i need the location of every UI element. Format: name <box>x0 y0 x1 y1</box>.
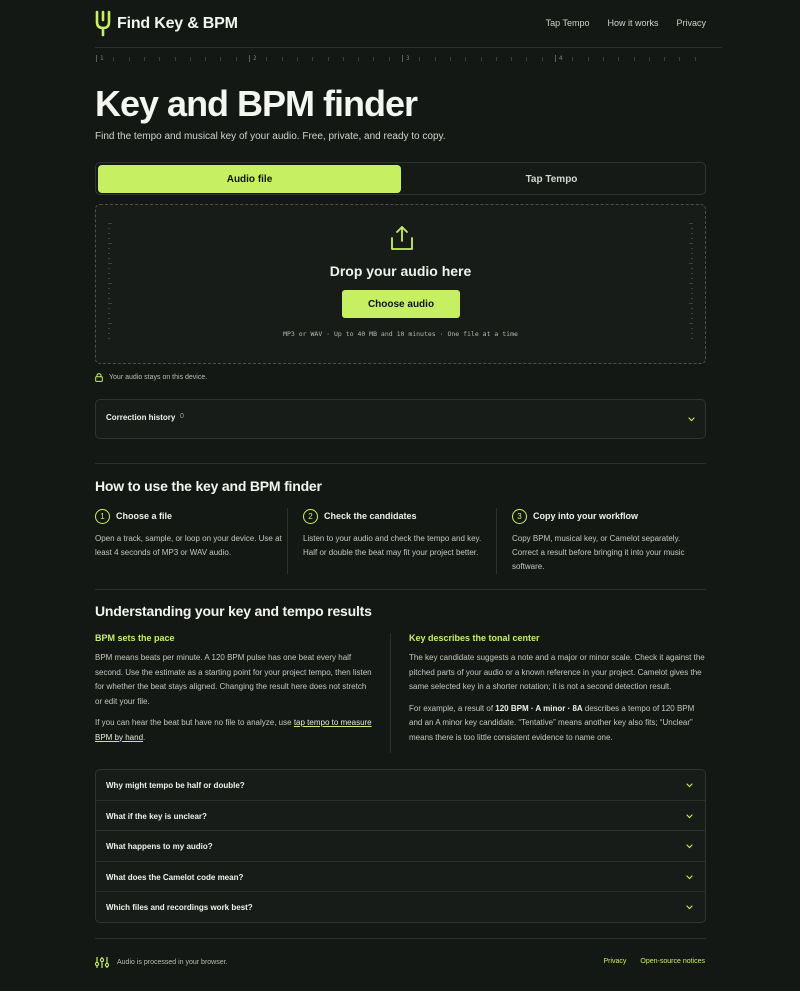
ruler-tick <box>481 57 482 61</box>
ruler-tick <box>373 57 374 61</box>
logo-icon <box>95 10 111 38</box>
site-header <box>95 0 722 48</box>
dropzone-title: Drop your audio here <box>329 263 472 279</box>
nav-how-it-works[interactable]: How it works <box>607 18 659 28</box>
ruler-tick <box>496 57 497 61</box>
ruler-major-tick <box>96 55 97 62</box>
ruler-tick <box>129 57 130 61</box>
step-3 <box>512 508 706 574</box>
ruler-tick <box>435 57 436 61</box>
ruler-tick <box>679 57 680 61</box>
beat-ruler <box>95 54 706 64</box>
side-tick <box>691 238 693 239</box>
ruler-major-tick <box>402 55 403 62</box>
side-tick <box>108 248 110 249</box>
key-explainer <box>409 633 706 752</box>
step-2-number: 2 <box>303 509 318 524</box>
chevron-down-icon <box>686 783 693 788</box>
dropzone-left-ticks <box>108 223 112 343</box>
correction-history-count: 0 <box>180 413 184 420</box>
mode-tabs <box>95 162 706 195</box>
side-tick <box>108 238 110 239</box>
tab-tap-tempo[interactable]: Tap Tempo <box>525 173 578 185</box>
chevron-down-icon <box>686 814 693 819</box>
how-to-heading: How to use the key and BPM finder <box>95 478 322 494</box>
ruler-tick <box>618 57 619 61</box>
bpm-tap-tempo-text: If you can hear the beat but have no file to analyze, use tap tempo to measure BPM by hand. <box>95 718 372 742</box>
faq-question: What does the Camelot code mean? <box>106 872 244 882</box>
faq-question: Which files and recordings work best? <box>106 903 253 913</box>
ruler-tick <box>236 57 237 61</box>
key-explainer-text: The key candidate suggests a note and a major or minor scale. Check it against the pitched parts of your audio or a known reference in your project. Camelot gives the same selected key in a shorter notation; it is not a second detection result. <box>409 653 705 691</box>
correction-history-label: Correction history <box>106 413 176 422</box>
section-divider <box>95 463 706 464</box>
key-example-text: For example, a result of 120 BPM · A minor · 8A describes a tempo of 120 BPM and an A minor key candidate. “Tentative” means another key also fits; “Unclear” means there is too little consistent evidence to name one. <box>409 703 695 742</box>
brand-name: Find Key & BPM <box>117 15 238 32</box>
side-tick <box>108 338 110 339</box>
ruler-tick <box>542 57 543 61</box>
ruler-tick <box>312 57 313 61</box>
ruler-tick <box>465 57 466 61</box>
faq-question: What happens to my audio? <box>106 842 213 852</box>
footer-links <box>603 958 705 965</box>
top-nav <box>546 18 706 28</box>
step-1-title: Choose a file <box>116 511 173 521</box>
ruler-mark-2: 2 <box>253 55 257 62</box>
chevron-down-icon <box>686 905 693 910</box>
side-tick <box>691 338 693 339</box>
choose-audio-button[interactable]: Choose audio <box>342 290 460 318</box>
faq-item[interactable] <box>96 831 705 862</box>
side-tick <box>691 288 693 289</box>
faq-item[interactable] <box>96 892 705 923</box>
side-tick <box>691 318 693 319</box>
step-1-body: Open a track, sample, or loop on your device. Use at least 4 seconds of MP3 or WAV audio. <box>95 534 282 557</box>
ruler-tick <box>526 57 527 61</box>
brand-logo-link[interactable] <box>95 10 238 38</box>
side-tick <box>108 258 110 259</box>
side-tick <box>108 283 112 284</box>
ruler-tick <box>634 57 635 61</box>
step-separator <box>287 508 288 574</box>
sliders-icon <box>95 956 109 969</box>
side-tick <box>691 228 693 229</box>
bpm-explainer-title: BPM sets the pace <box>95 633 175 643</box>
section-divider <box>95 589 706 590</box>
lock-icon <box>95 373 103 382</box>
ruler-tick <box>603 57 604 61</box>
ruler-tick <box>695 57 696 61</box>
side-tick <box>689 223 693 224</box>
ruler-tick <box>113 57 114 61</box>
side-tick <box>691 233 693 234</box>
side-tick <box>689 283 693 284</box>
bpm-explainer-text: BPM means beats per minute. A 120 BPM pulse has one beat every half second. Use the estimate as a starting point for your project tempo, then listen for whether the beat stays aligned. Changing the result here does not stretch or edit your file. <box>95 653 372 706</box>
side-tick <box>108 228 110 229</box>
side-tick <box>691 248 693 249</box>
faq-question: Why might tempo be half or double? <box>106 781 245 790</box>
ruler-tick <box>419 57 420 61</box>
ruler-mark-1: 1 <box>100 55 104 62</box>
upload-icon <box>390 225 414 251</box>
understanding-heading: Understanding your key and tempo results <box>95 603 372 619</box>
faq-item[interactable] <box>96 862 705 893</box>
ruler-tick <box>266 57 267 61</box>
side-tick <box>691 328 693 329</box>
step-3-number: 3 <box>512 509 527 524</box>
ruler-tick <box>297 57 298 61</box>
nav-privacy[interactable]: Privacy <box>676 18 706 28</box>
ruler-tick <box>328 57 329 61</box>
faq-list <box>95 769 706 923</box>
footer-note-text: Audio is processed in your browser. <box>117 959 228 966</box>
nav-tap-tempo[interactable]: Tap Tempo <box>545 18 590 28</box>
example-result: 120 BPM · A minor · 8A <box>495 703 583 713</box>
side-tick <box>108 288 110 289</box>
correction-history-toggle[interactable] <box>95 399 706 439</box>
ruler-major-tick <box>555 55 556 62</box>
ruler-mark-3: 3 <box>406 55 410 62</box>
faq-item[interactable] <box>96 770 705 801</box>
side-tick <box>108 223 112 224</box>
footer-note <box>95 956 228 969</box>
ruler-tick <box>159 57 160 61</box>
side-tick <box>108 313 110 314</box>
key-explainer-title: Key describes the tonal center <box>409 633 540 643</box>
faq-question: What if the key is unclear? <box>106 811 207 821</box>
ruler-major-tick <box>249 55 250 62</box>
ruler-tick <box>572 57 573 61</box>
step-1-number: 1 <box>95 509 110 524</box>
dropzone-hint: MP3 or WAV · Up to 40 MB and 10 minutes · One file at a time <box>283 330 518 338</box>
bpm-explainer <box>95 633 373 752</box>
side-tick <box>108 328 110 329</box>
side-tick <box>108 323 112 324</box>
side-tick <box>108 243 112 244</box>
ruler-tick <box>389 57 390 61</box>
side-tick <box>689 323 693 324</box>
ruler-tick <box>190 57 191 61</box>
page-title: Key and BPM finder <box>95 83 418 124</box>
step-3-title: Copy into your workflow <box>533 511 638 521</box>
step-separator <box>496 508 497 574</box>
ruler-tick <box>511 57 512 61</box>
ruler-tick <box>664 57 665 61</box>
privacy-note <box>95 373 207 382</box>
step-1 <box>95 508 285 560</box>
ruler-tick <box>144 57 145 61</box>
footer-link-open-source[interactable]: Open-source notices <box>640 958 705 965</box>
side-tick <box>108 303 112 304</box>
tab-audio-file[interactable]: Audio file <box>98 165 401 193</box>
step-2-body: Listen to your audio and check the tempo and key. Half or double the beat may fit your project better. <box>303 534 482 557</box>
step-2 <box>303 508 493 560</box>
side-tick <box>691 308 693 309</box>
side-tick <box>689 303 693 304</box>
step-2-title: Check the candidates <box>324 511 417 521</box>
ruler-tick <box>450 57 451 61</box>
side-tick <box>691 313 693 314</box>
faq-item[interactable] <box>96 801 705 832</box>
side-tick <box>108 318 110 319</box>
ruler-tick <box>649 57 650 61</box>
chevron-down-icon <box>686 844 693 849</box>
side-tick <box>691 298 693 299</box>
footer-link-privacy[interactable]: Privacy <box>603 958 627 965</box>
page-subtitle: Find the tempo and musical key of your audio. Free, private, and ready to copy. <box>95 131 446 142</box>
side-tick <box>691 253 693 254</box>
chevron-down-icon <box>688 417 695 422</box>
audio-dropzone[interactable] <box>95 204 706 364</box>
ruler-tick <box>175 57 176 61</box>
chevron-down-icon <box>686 875 693 880</box>
ruler-tick <box>588 57 589 61</box>
ruler-tick <box>343 57 344 61</box>
side-tick <box>691 293 693 294</box>
ruler-tick <box>220 57 221 61</box>
column-separator <box>390 633 391 753</box>
ruler-mark-4: 4 <box>559 55 563 62</box>
step-3-body: Copy BPM, musical key, or Camelot separately. Correct a result before bringing it into your music software. <box>512 534 685 571</box>
side-tick <box>691 258 693 259</box>
tap-tempo-link[interactable]: tap tempo to measure BPM by hand <box>95 718 372 742</box>
side-tick <box>108 253 110 254</box>
privacy-note-text: Your audio stays on this device. <box>109 374 208 381</box>
side-tick <box>108 298 110 299</box>
ruler-tick <box>358 57 359 61</box>
ruler-tick <box>282 57 283 61</box>
footer-divider <box>95 938 706 939</box>
side-tick <box>108 308 110 309</box>
side-tick <box>108 233 110 234</box>
side-tick <box>108 293 110 294</box>
side-tick <box>689 243 693 244</box>
dropzone-right-ticks <box>689 223 693 343</box>
ruler-tick <box>205 57 206 61</box>
